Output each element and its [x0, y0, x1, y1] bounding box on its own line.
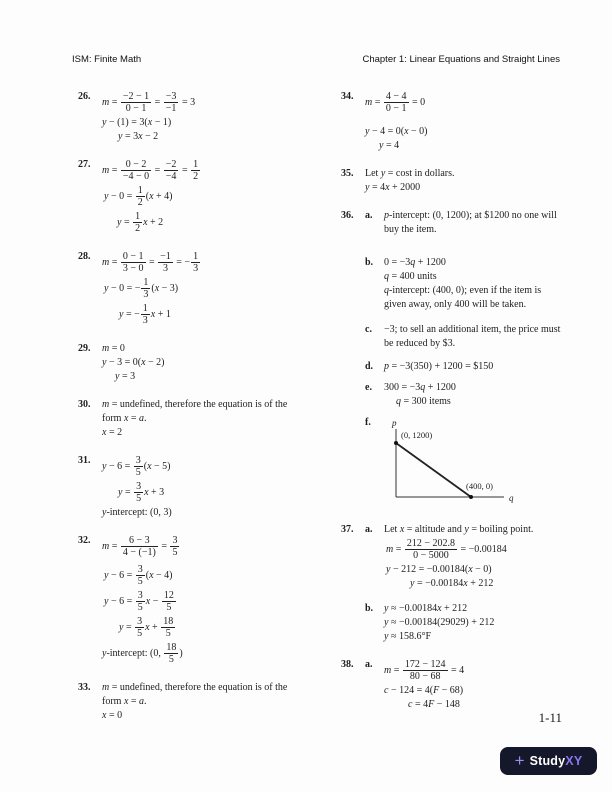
- problem-29: [78, 341, 315, 384]
- fraction: $\frac{-3}{-1}$: [165, 91, 177, 114]
- problem-38: [341, 657, 585, 712]
- math-line: y − (1) = 3(x − 1): [102, 117, 172, 128]
- math-line: y-intercept: (0, $\frac{18}{5}$ ): [102, 642, 183, 665]
- math-line: y ≈ 158.6°F: [384, 631, 432, 642]
- problem-number: 27.: [78, 159, 91, 170]
- fraction: $\frac{1}{3}$: [193, 251, 199, 274]
- math-line: y = 3: [115, 371, 136, 382]
- fraction: $\frac{3}{5}$: [137, 616, 143, 639]
- fraction: $\frac{4 - 4}{0 - 1}$: [385, 91, 407, 114]
- solution-part: [365, 380, 585, 409]
- solution-part: [365, 601, 585, 644]
- part-label: b.: [365, 603, 374, 614]
- logo-text-xy: XY: [565, 754, 583, 768]
- math-line: q = 300 items: [396, 396, 451, 407]
- problem-28: [78, 249, 315, 328]
- part-label: b.: [365, 257, 374, 268]
- solution-part: [102, 398, 315, 439]
- fraction: $\frac{212 - 202.8}{0 - 5000}$: [406, 538, 456, 561]
- solution-part: [365, 522, 585, 591]
- math-line: form x = a.: [102, 696, 147, 707]
- problem-34: [341, 89, 585, 153]
- fraction: $\frac{3}{5}$: [135, 455, 141, 478]
- math-line: m = $\frac{212 - 202.8}{0 - 5000}$ = −0.00184: [386, 538, 507, 561]
- fraction: $\frac{0 - 1}{3 - 0}$: [122, 251, 144, 274]
- math-line: y = $\frac{3}{5}$ x + 3: [118, 481, 165, 504]
- problem-36: [341, 208, 585, 509]
- problem-35: [341, 166, 585, 195]
- problem-number: 33.: [78, 682, 91, 693]
- fraction: $\frac{1}{3}$: [143, 277, 149, 300]
- math-line: y ≈ −0.00184x + 212: [384, 603, 468, 614]
- problem-number: 35.: [341, 168, 354, 179]
- solution-part: [365, 208, 585, 237]
- math-line: x = 2: [102, 427, 123, 438]
- problem-number: 26.: [78, 91, 91, 102]
- fraction: $\frac{172 - 124}{80 - 68}$: [404, 659, 446, 682]
- solution-part: [102, 250, 315, 327]
- header-left-title: ISM: Finite Math: [72, 54, 142, 65]
- fraction: $\frac{1}{2}$: [137, 185, 143, 208]
- solution-part: [365, 359, 585, 374]
- fraction: $\frac{1}{3}$: [142, 303, 148, 326]
- fraction: $\frac{6 - 3}{4 - (-1)}$: [122, 535, 156, 558]
- solution-part: [102, 681, 315, 722]
- plus-icon: +: [514, 750, 525, 770]
- problem-32: [78, 533, 315, 667]
- math-line: m = $\frac{6 - 3}{4 - (-1)}$ = $\frac{3}{5}$: [102, 535, 178, 558]
- problem-number: 37.: [341, 524, 354, 535]
- problem-37: [341, 522, 585, 644]
- problem-number: 31.: [78, 455, 91, 466]
- math-line: be reduced by $3.: [384, 338, 456, 349]
- problem-31: [78, 453, 315, 520]
- fraction: $\frac{3}{5}$: [137, 564, 143, 587]
- math-line: m = $\frac{4 - 4}{0 - 1}$ = 0: [365, 91, 426, 114]
- math-line: y-intercept: (0, 3): [102, 507, 172, 518]
- problem-33: [78, 680, 315, 723]
- math-line: q = 400 units: [384, 271, 437, 282]
- logo-text: [530, 754, 583, 768]
- math-line: m = $\frac{-2 - 1}{0 - 1}$ = $\frac{-3}{-1}$ = 3: [102, 91, 196, 114]
- problem-number: 29.: [78, 343, 91, 354]
- math-line: y = 4x + 2000: [365, 182, 421, 193]
- math-line: m = undefined, therefore the equation is of the: [102, 682, 288, 693]
- solution-part: [365, 415, 585, 509]
- price-demand-graph: [376, 417, 521, 509]
- fraction: $\frac{0 - 2}{-4 - 0}$: [122, 159, 150, 182]
- part-label: a.: [365, 210, 373, 221]
- math-line: −3; to sell an additional item, the price must: [384, 324, 561, 335]
- math-line: y − 6 = $\frac{3}{5}$ (x − 5): [102, 455, 171, 478]
- math-line: Let y = cost in dollars.: [365, 168, 455, 179]
- solution-part: [102, 90, 315, 143]
- studyxy-logo: [500, 747, 597, 775]
- problem-number: 32.: [78, 535, 91, 546]
- math-line: c − 124 = 4(F − 68): [384, 685, 464, 696]
- math-line: x = 0: [102, 710, 123, 721]
- problem-30: [78, 397, 315, 440]
- math-line: q-intercept: (400, 0); even if the item is: [384, 285, 542, 296]
- math-line: y − 6 = $\frac{3}{5}$ (x − 4): [104, 564, 173, 587]
- math-line: m = $\frac{172 - 124}{80 - 68}$ = 4: [384, 659, 465, 682]
- math-line: y = $\frac{3}{5}$ x + $\frac{18}{5}$: [119, 616, 174, 639]
- math-line: y − 212 = −0.00184(x − 0): [386, 564, 492, 575]
- math-line: Let x = altitude and y = boiling point.: [384, 524, 534, 535]
- math-line: p = −3(350) + 1200 = $150: [384, 361, 494, 372]
- header-right-title: Chapter 1: Linear Equations and Straight Lines: [362, 54, 560, 65]
- part-label: e.: [365, 382, 372, 393]
- math-line: m = $\frac{0 - 1}{3 - 0}$ = $\frac{-1}{3}$ = − $\frac{1}{3}$: [102, 251, 199, 274]
- fraction: $\frac{12}{5}$: [163, 590, 174, 613]
- problem-number: 30.: [78, 399, 91, 410]
- problem-number: 38.: [341, 659, 354, 670]
- graph-demand-line: [396, 443, 471, 497]
- fraction: $\frac{18}{5}$: [163, 616, 174, 639]
- math-line: y ≈ −0.00184(29029) + 212: [384, 617, 495, 628]
- part-label: f.: [365, 417, 371, 428]
- problem-number: 28.: [78, 251, 91, 262]
- problem-number: 34.: [341, 91, 354, 102]
- part-label: a.: [365, 524, 373, 535]
- solution-part: [365, 322, 585, 351]
- fraction: $\frac{18}{5}$: [166, 642, 177, 665]
- math-line: m = undefined, therefore the equation is of the: [102, 399, 288, 410]
- math-line: m = $\frac{0 - 2}{-4 - 0}$ = $\frac{-2}{-4}$ = $\frac{1}{2}$: [102, 159, 199, 182]
- math-line: p-intercept: (0, 1200); at $1200 no one will: [384, 210, 557, 221]
- problem-27: [78, 157, 315, 236]
- part-label: a.: [365, 659, 373, 670]
- math-line: y = $\frac{1}{2}$ x + 2: [117, 211, 164, 234]
- fraction: $\frac{-2}{-4}$: [165, 159, 177, 182]
- math-line: y − 0 = − $\frac{1}{3}$ (x − 3): [104, 277, 179, 300]
- solution-part: [365, 90, 585, 152]
- math-line: 300 = −3q + 1200: [384, 382, 456, 393]
- graph-x-axis-label: q: [509, 493, 514, 503]
- math-line: form x = a.: [102, 413, 147, 424]
- math-line: m = 0: [102, 343, 125, 354]
- solution-part: [365, 255, 585, 312]
- problem-number: 36.: [341, 210, 354, 221]
- math-line: y = − $\frac{1}{3}$ x + 1: [119, 303, 171, 326]
- math-line: y = −0.00184x + 212: [410, 578, 494, 589]
- fraction: $\frac{1}{2}$: [135, 211, 141, 234]
- math-line: y = 3x − 2: [118, 131, 159, 142]
- fraction: $\frac{3}{5}$: [137, 590, 143, 613]
- logo-text-study: Study: [529, 754, 566, 768]
- graph-point-q-intercept: [469, 495, 473, 499]
- part-label: c.: [365, 324, 372, 335]
- graph-y-axis-label: p: [392, 418, 397, 428]
- fraction: $\frac{-2 - 1}{0 - 1}$: [122, 91, 150, 114]
- fraction: $\frac{1}{2}$: [193, 159, 199, 182]
- math-line: given away, only 400 will be taken.: [384, 299, 527, 310]
- problem-26: [78, 89, 315, 144]
- graph-p-intercept-label: (0, 1200): [401, 430, 433, 440]
- math-line: 0 = −3q + 1200: [384, 257, 446, 268]
- math-line: y − 4 = 0(x − 0): [365, 126, 428, 137]
- solution-part: [365, 167, 585, 194]
- fraction: $\frac{-1}{3}$: [160, 251, 171, 274]
- page-header: [72, 54, 560, 65]
- left-column: [78, 89, 315, 736]
- page-number: 1-11: [538, 710, 562, 725]
- part-label: d.: [365, 361, 374, 372]
- math-line: y − 6 = $\frac{3}{5}$ x − $\frac{12}{5}$: [104, 590, 174, 613]
- graph-point-p-intercept: [394, 441, 398, 445]
- math-line: y = 4: [379, 140, 400, 151]
- math-line: y − 3 = 0(x − 2): [102, 357, 165, 368]
- fraction: $\frac{3}{5}$: [172, 535, 178, 558]
- right-column: [341, 89, 585, 725]
- math-line: buy the item.: [384, 224, 437, 235]
- solution-part: [102, 534, 315, 666]
- math-line: c = 4F − 148: [408, 699, 460, 710]
- solution-part: [102, 342, 315, 383]
- solution-part: [102, 454, 315, 519]
- solution-part: [102, 158, 315, 235]
- math-line: y − 0 = $\frac{1}{2}$ (x + 4): [104, 185, 173, 208]
- solution-part: [365, 657, 585, 712]
- graph-q-intercept-label: (400, 0): [466, 481, 493, 491]
- fraction: $\frac{3}{5}$: [136, 481, 142, 504]
